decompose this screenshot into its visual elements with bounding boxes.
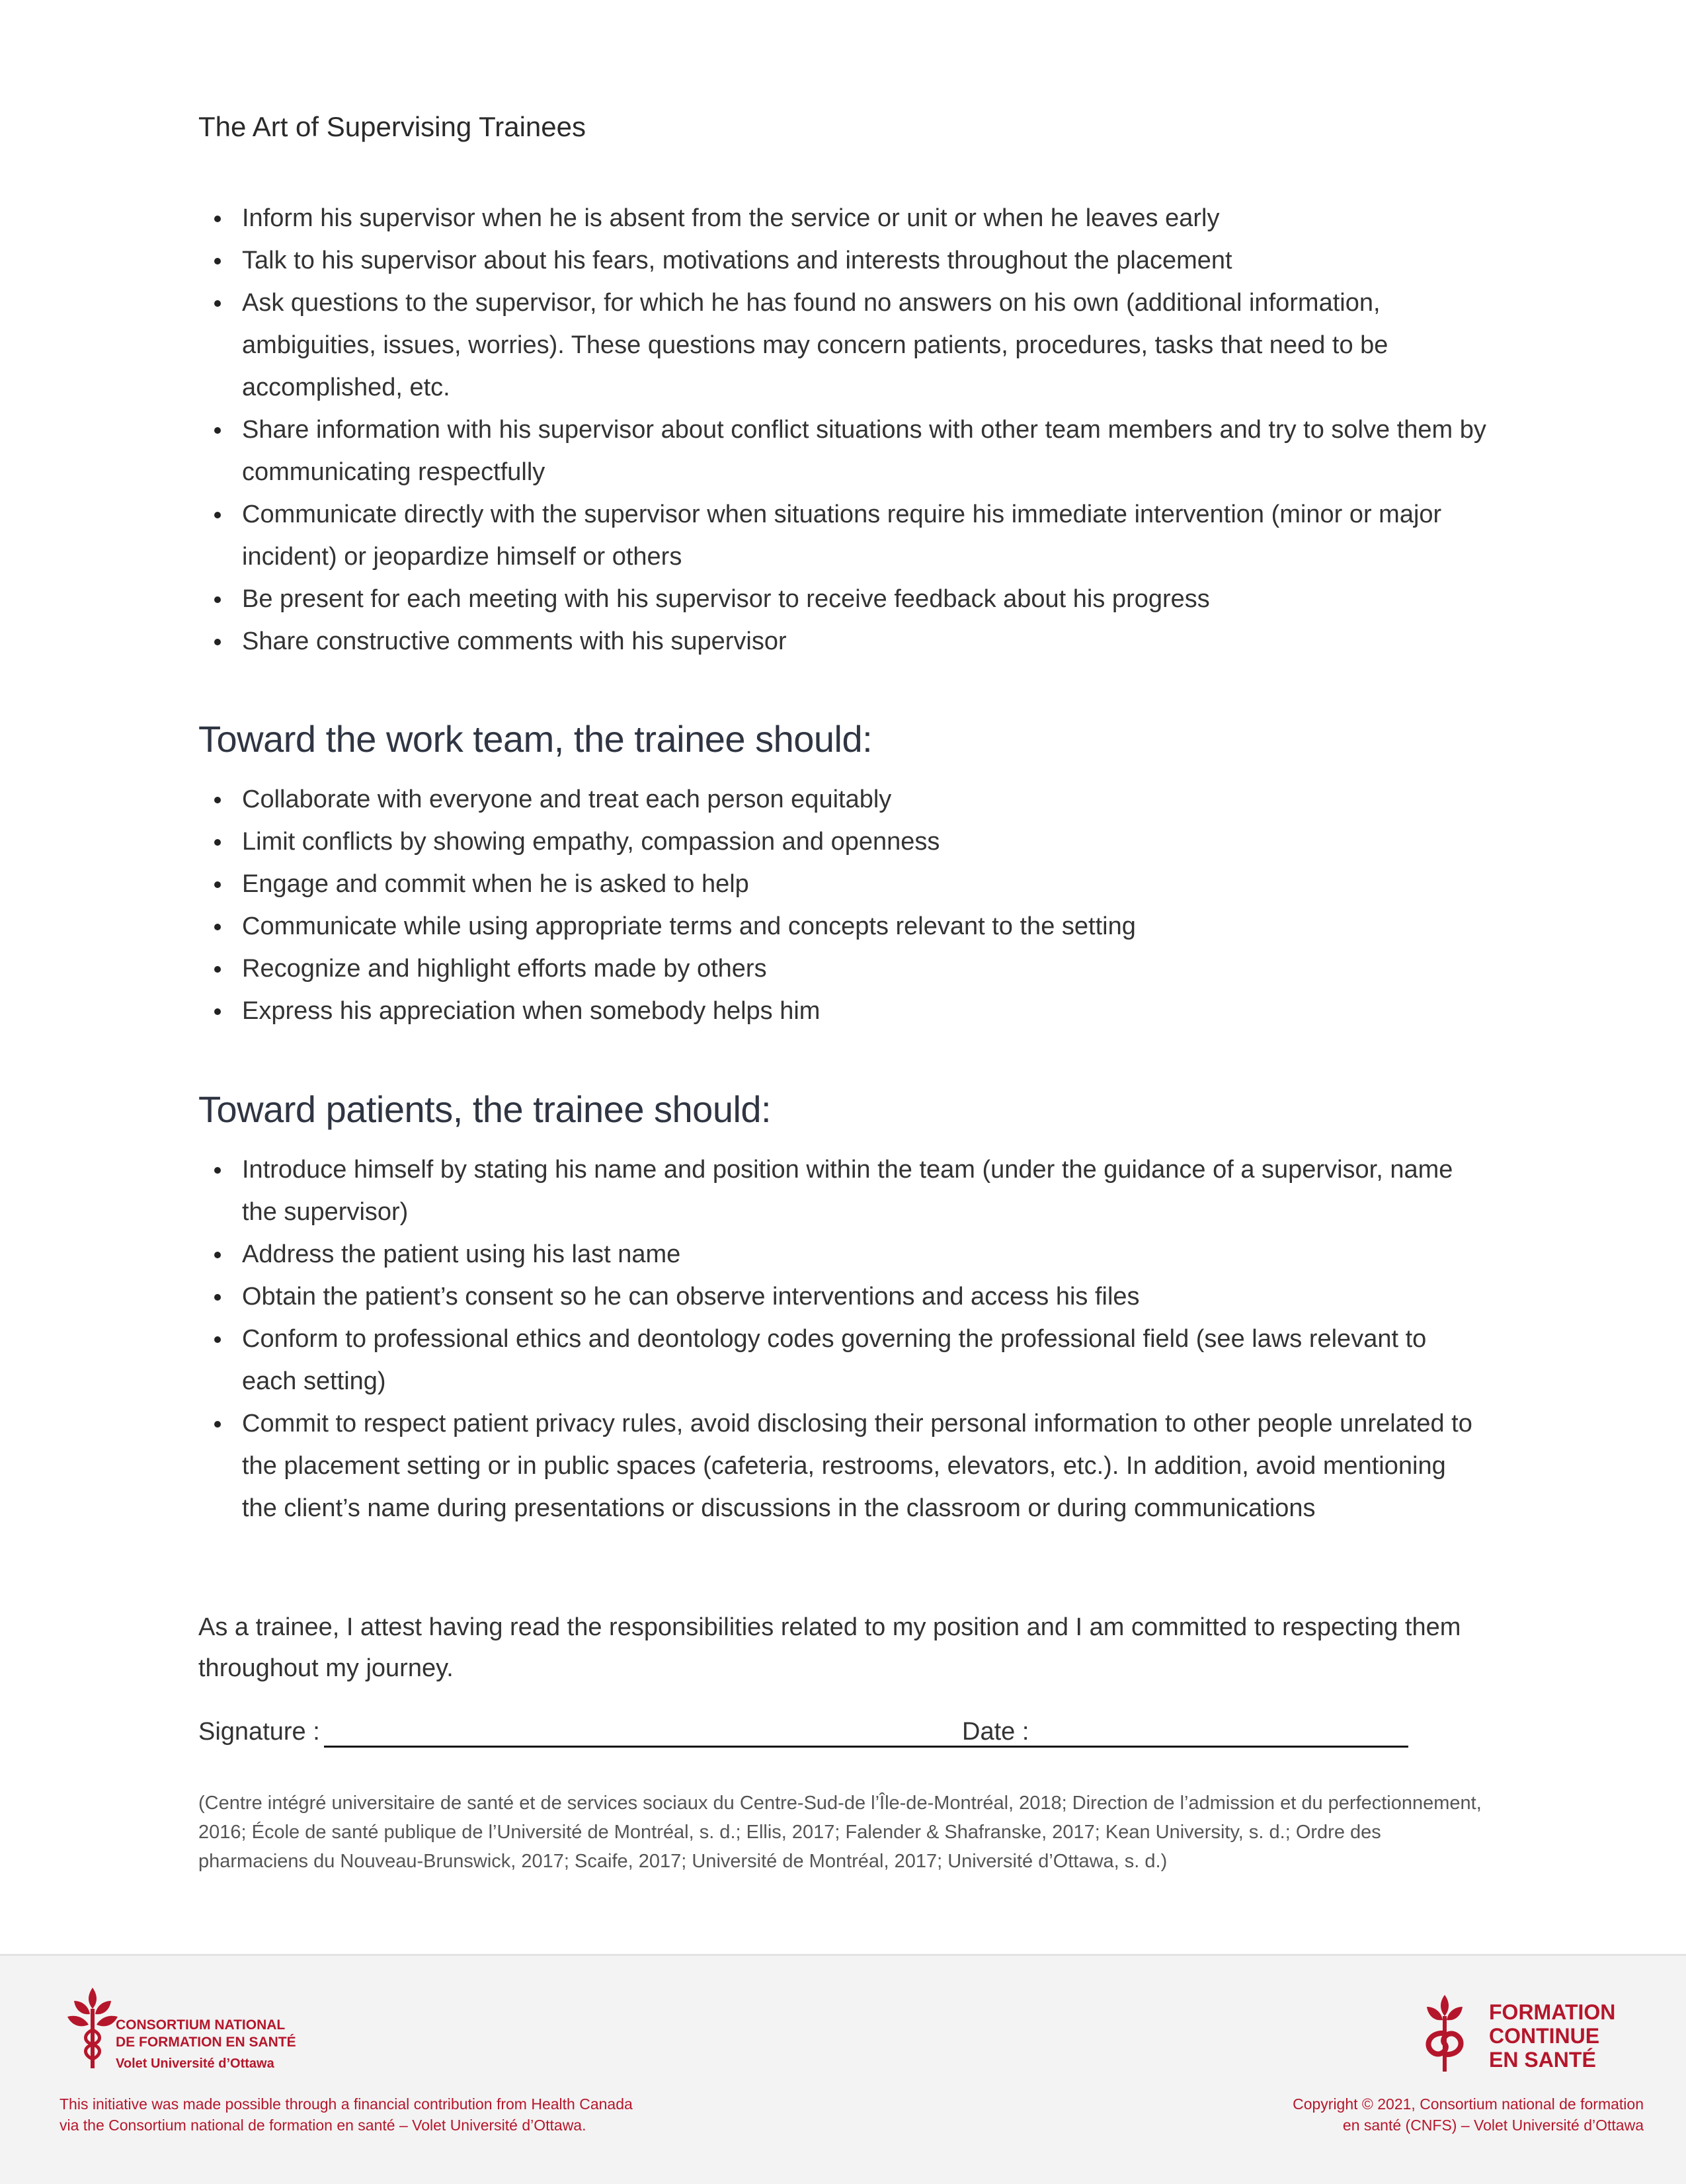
patients-list xyxy=(198,1149,1488,1529)
funding-statement: This initiative was made possible through a financial contribution from Health Canada via the Consortium national de formation en santé – Volet Université d’Ottawa. xyxy=(60,2095,633,2134)
patients-section-heading: Toward patients, the trainee should: xyxy=(198,1088,772,1130)
cnfs-volet: Volet Université d’Ottawa xyxy=(116,2056,274,2071)
list-item: Express his appreciation when somebody helps him xyxy=(198,990,1488,1032)
list-item: Recognize and highlight efforts made by others xyxy=(198,948,1488,990)
list-item: Limit conflicts by showing empathy, compassion and openness xyxy=(198,821,1488,863)
copyright: Copyright © 2021, Consortium national de formation en santé (CNFS) – Volet Université d’Ottawa xyxy=(1293,2095,1644,2134)
list-item: Communicate directly with the supervisor when situations require his immediate intervention (minor or major incident) or jeopardize himself or others xyxy=(198,493,1488,578)
supervisor-list xyxy=(198,197,1488,663)
references: (Centre intégré universitaire de santé et de services sociaux du Centre-Sud-de l’Île-de-Montréal, 2018; Direction de l’admission et du perfectionnement, 2016; École de santé publique de l’Université de Montréal, s. d.; Ellis, 2017; Falender & Shafranske, 2017; Kean University, s. d.; Ordre des pharmaciens du Nouveau-Brunswick, 2017; Scaife, 2017; Université de Montréal, 2017; Université d’Ottawa, s. d.) xyxy=(198,1793,1482,1872)
cnfs-logo xyxy=(60,1982,311,2082)
list-item: Introduce himself by stating his name and position within the team (under the guidance of a supervisor, name the supervisor) xyxy=(198,1149,1488,1233)
date-field[interactable] xyxy=(1038,1746,1408,1748)
cnfs-name: CONSORTIUM NATIONAL DE FORMATION EN SANTÉ xyxy=(116,2017,296,2050)
formation-continue-logo xyxy=(1415,1992,1640,2078)
list-item: Conform to professional ethics and deontology codes governing the professional field (see laws relevant to each setting) xyxy=(198,1318,1488,1402)
list-item: Ask questions to the supervisor, for which he has found no answers on his own (additional information, ambiguities, issues, worries). These questions may concern patients, procedures, tasks that need to be accomplished, etc. xyxy=(198,282,1488,409)
formation-continue-name: FORMATION CONTINUE EN SANTÉ xyxy=(1489,2000,1616,2072)
footer xyxy=(0,1954,1686,2184)
list-item: Share constructive comments with his supervisor xyxy=(198,620,1488,663)
list-item: Talk to his supervisor about his fears, motivations and interests throughout the placement xyxy=(198,239,1488,282)
list-item: Obtain the patient’s consent so he can observe interventions and access his files xyxy=(198,1275,1488,1318)
date-label: Date : xyxy=(962,1718,1029,1746)
list-item: Be present for each meeting with his supervisor to receive feedback about his progress xyxy=(198,578,1488,620)
list-item: Commit to respect patient privacy rules, avoid disclosing their personal information to other people unrelated to the placement setting or in public spaces (cafeteria, restrooms, elevators, etc.). In addition, avoid mentioning the client’s name during presentations or discussions in the classroom or during communications xyxy=(198,1402,1488,1529)
document-title: The Art of Supervising Trainees xyxy=(198,111,586,142)
signature-label: Signature : xyxy=(198,1718,320,1746)
attestation-text: As a trainee, I attest having read the responsibilities related to my position and I am committed to respecting them throughout my journey. xyxy=(198,1613,1461,1682)
list-item: Address the patient using his last name xyxy=(198,1233,1488,1275)
fcs-leaf-emblem-icon xyxy=(1415,1992,1474,2075)
list-item: Inform his supervisor when he is absent from the service or unit or when he leaves early xyxy=(198,197,1488,239)
list-item: Collaborate with everyone and treat each person equitably xyxy=(198,778,1488,821)
list-item: Engage and commit when he is asked to help xyxy=(198,863,1488,905)
list-item: Share information with his supervisor about conflict situations with other team members and try to solve them by communicating respectfully xyxy=(198,409,1488,493)
team-section-heading: Toward the work team, the trainee should: xyxy=(198,718,873,760)
team-list xyxy=(198,778,1488,1032)
list-item: Communicate while using appropriate terms and concepts relevant to the setting xyxy=(198,905,1488,948)
